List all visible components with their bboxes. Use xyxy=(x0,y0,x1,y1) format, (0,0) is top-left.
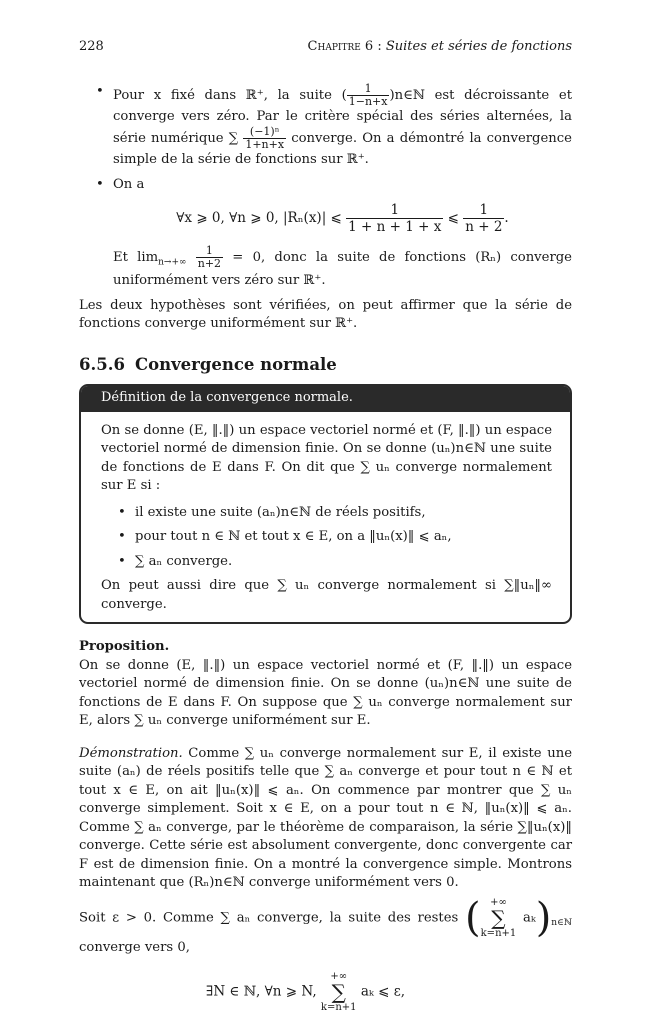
fraction-2-den: 1+n+x xyxy=(245,138,285,151)
remainder-sum-term: aₖ xyxy=(523,910,536,926)
page-number: 228 xyxy=(79,39,104,54)
fraction-2-num: (−1)ⁿ xyxy=(243,126,286,139)
definition-box xyxy=(79,384,572,624)
display-1-frac-1-den: 1 + n + 1 + x xyxy=(348,219,442,235)
remainder-sum xyxy=(481,897,517,939)
demonstration-text: Comme ∑ uₙ converge normalement sur E, il existe une suite (aₙ) de réels positifs telle que ∑ aₙ converge et pour tout n ∈ ℕ et tout x ∈ E, on ait ‖uₙ(x)‖ ⩽ aₙ. On commence par montrer que ∑ uₙ converge simplement. Soit x ∈ E, on a pour tout n ∈ ℕ, ‖uₙ(x)‖ ⩽ aₙ. Comme ∑ aₙ converge, par le théorème de comparaison, la série ∑‖uₙ(x)‖ converge. Cette série est absolument convergente, donc convergente car F est de dimension finie. On a montré la convergence simple. Montrons maintenant que (Rₙ)n∈ℕ converge uniformément vers 0. xyxy=(79,745,572,891)
display-2-sum-top: +∞ xyxy=(330,971,348,983)
demonstration-paragraph xyxy=(79,745,572,893)
remainder-text-b: converge vers 0, xyxy=(79,939,190,955)
definition-item: • il existe une suite (aₙ)n∈ℕ de réels positifs, xyxy=(135,504,552,523)
bullet-list-top xyxy=(79,83,572,291)
bullet-item-1 xyxy=(113,83,572,170)
remainder-sum-top: +∞ xyxy=(490,896,507,908)
fraction-1-den: 1−n+x xyxy=(348,94,388,108)
display-equation-2 xyxy=(39,971,572,1013)
proposition-text: On se donne (E, ‖.‖) un espace vectoriel normé et (F, ‖.‖) un espace vectoriel normé de dimension finie. On se donne (uₙ)n∈ℕ une suite de fonctions de E dans F. On suppose que ∑ uₙ converge normalement sur E, alors ∑ uₙ converge uniformément sur E. xyxy=(79,657,572,729)
definition-intro: On se donne (E, ‖.‖) un espace vectoriel normé et (F, ‖.‖) un espace vectoriel normé de dimension finie. On se donne (uₙ)n∈ℕ une suite de fonctions de E dans F. On dit que ∑ uₙ converge normalement sur E si : xyxy=(101,422,552,494)
definition-item: • ∑ aₙ converge. xyxy=(135,553,552,572)
bullet-2-text: On a xyxy=(113,176,145,192)
section-heading xyxy=(79,356,572,375)
page xyxy=(79,38,572,1023)
chapter-label: Chapitre 6 : xyxy=(307,39,382,54)
sigma-symbol: ∑ xyxy=(331,980,346,1005)
demonstration-label: Démonstration. xyxy=(79,745,183,761)
fraction-1-num: 1 xyxy=(347,83,390,96)
section-number: 6.5.6 xyxy=(79,354,125,374)
display-1-mid: ⩽ xyxy=(443,210,464,226)
remainder-sum-bottom: k=n+1 xyxy=(480,927,517,939)
chapter-heading xyxy=(308,38,572,57)
remainder-subscript: n∈ℕ xyxy=(551,917,572,928)
display-1-frac-2 xyxy=(463,202,504,235)
remainder-text-a: Soit ε > 0. Comme ∑ aₙ converge, la suite des restes xyxy=(79,910,466,926)
display-1-frac-1-num: 1 xyxy=(346,202,443,219)
lim-subscript: n→+∞ xyxy=(158,257,187,268)
display-1-end: . xyxy=(504,210,509,226)
definition-items xyxy=(101,504,552,572)
fraction-2 xyxy=(243,126,286,151)
lim-fraction-num: 1 xyxy=(196,245,223,258)
left-paren: ( xyxy=(465,894,481,941)
definition-title: Définition de la convergence normale. xyxy=(81,386,570,412)
display-1-frac-1 xyxy=(346,202,443,235)
section-title: Convergence normale xyxy=(134,354,337,374)
sigma-symbol: ∑ xyxy=(491,905,506,930)
after-display-1 xyxy=(113,245,572,291)
remainder-paragraph xyxy=(79,894,572,958)
definition-outro: On peut aussi dire que ∑ uₙ converge normalement si ∑‖uₙ‖∞ converge. xyxy=(101,578,552,612)
fraction-1 xyxy=(347,83,390,108)
conclusion-paragraph: Les deux hypothèses sont vérifiées, on peut affirmer que la série de fonctions converge uniformément sur ℝ⁺. xyxy=(79,297,572,332)
display-1-frac-2-den: n + 2 xyxy=(465,219,503,235)
bullet-1-text-b: )n∈ℕ est décroissante et converge vers zéro. Par le critère spécial des séries alternées, la série numérique ∑ xyxy=(113,87,572,146)
display-2-sum-bottom: k=n+1 xyxy=(320,1002,357,1014)
lim-rest: = 0, donc la suite de fonctions (Rₙ) converge uniformément vers zéro sur ℝ⁺. xyxy=(113,250,572,289)
display-1-left: ∀x ⩾ 0, ∀n ⩾ 0, |Rₙ(x)| ⩽ xyxy=(176,210,347,226)
definition-item: • pour tout n ∈ ℕ et tout x ∈ E, on a ‖uₙ(x)‖ ⩽ aₙ, xyxy=(135,528,552,547)
bullet-1-text-c: converge. On a démontré la convergence simple de la série de fonctions sur ℝ⁺. xyxy=(113,131,572,167)
display-1-frac-2-num: 1 xyxy=(463,202,504,219)
proposition-title: Proposition. xyxy=(79,639,170,655)
display-2-right: aₖ ⩽ ε, xyxy=(360,983,405,1000)
right-paren: ) xyxy=(535,894,552,941)
bullet-1-text-a: Pour x fixé dans ℝ⁺, la suite ( xyxy=(113,87,347,103)
lim-fraction-den: n+2 xyxy=(197,257,222,270)
running-header xyxy=(79,38,572,57)
display-2-sum xyxy=(321,971,357,1013)
lim-text: Et lim xyxy=(113,250,159,265)
bullet-item-2 xyxy=(113,176,572,291)
display-2-left: ∃N ∈ ℕ, ∀n ⩾ N, xyxy=(206,983,321,1000)
lim-fraction xyxy=(196,245,223,270)
chapter-title: Suites et séries de fonctions xyxy=(385,39,572,54)
definition-body xyxy=(81,412,570,623)
display-equation-1 xyxy=(113,202,572,235)
